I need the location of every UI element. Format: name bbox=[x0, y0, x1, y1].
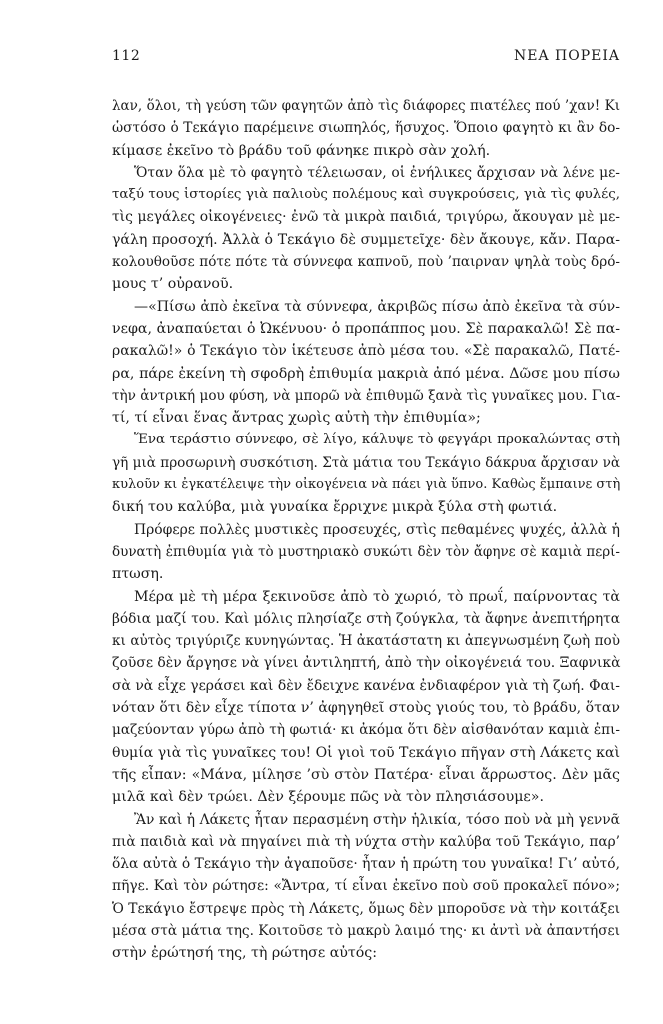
text-line: δυνατὴ ἐπιθυμία γιὰ τὸ μυστηριακὸ συκώτι δὲν τὸν ἄφηνε σὲ καμιὰ περί- bbox=[112, 543, 620, 560]
body-text bbox=[112, 95, 620, 965]
text-line: κίμασε ἐκεῖνο τὸ βράδυ τοῦ φάνηκε πικρὸ σὰν χολή. bbox=[112, 142, 491, 159]
text-line: Μέρα μὲ τὴ μέρα ξεκινοῦσε ἀπὸ τὸ χωριό, τὸ πρωΐ, παίρνοντας τὰ bbox=[134, 588, 620, 605]
journal-title: ΝΕΑ ΠΟΡΕΙΑ bbox=[514, 48, 620, 64]
text-line: νόταν ὅτι δὲν εἶχε τίποτα ν’ ἀφηγηθεῖ στοὺς γιούς του, τὸ βράδυ, ὅταν bbox=[112, 700, 620, 717]
text-line: γῆ μιὰ προσωρινὴ συσκότιση. Στὰ μάτια του Τεκάγιο δάκρυα ἄρχισαν νὰ bbox=[112, 454, 621, 471]
text-line: μαζεύονταν γύρω ἀπὸ τὴ φωτιά· κι ἀκόμα ὅτι δὲν αἰσθανόταν καμιὰ ἐπι- bbox=[112, 722, 620, 739]
text-line: ὅλα αὐτὰ ὁ Τεκάγιο τὴν ἀγαποῦσε· ἦταν ἡ πρώτη του γυναῖκα! Γι’ αὐτό, bbox=[112, 856, 620, 873]
text-line: Ἂν καὶ ἡ Λάκετς ἦταν περασμένη στὴν ἡλικία, τόσο ποὺ νὰ μὴ γεννᾶ bbox=[134, 811, 620, 828]
text-line: κυλοῦν κι ἐγκατέλειψε τὴν οἰκογένεια νὰ πάει γιὰ ὕπνο. Καθὼς ἔμπαινε στὴ bbox=[112, 477, 621, 493]
text-line: Ὁ Τεκάγιο ἔστρεψε πρὸς τὴ Λάκετς, ὅμως δὲν μποροῦσε νὰ τὴν κοιτάξει bbox=[112, 900, 620, 917]
text-line: Ὅταν ὅλα μὲ τὸ φαγητὸ τέλειωσαν, οἱ ἐνήλικες ἄρχισαν νὰ λένε με- bbox=[134, 164, 620, 181]
text-line: κι αὐτὸς τριγύριζε κυνηγώντας. Ἡ ἀκατάστατη κι ἀπεγνωσμένη ζωὴ ποὺ bbox=[112, 633, 620, 650]
text-line: Ἕνα τεράστιο σύννεφο, σὲ λίγο, κάλυψε τὸ φεγγάρι προκαλώντας στὴ bbox=[134, 432, 620, 448]
text-line: ταξύ τους ἱστορίες γιὰ παλιοὺς πολέμους καὶ συγκρούσεις, γιὰ τὶς φυλές, bbox=[112, 187, 620, 203]
text-line: μιλᾶ καὶ δὲν τρώει. Δὲν ξέρουμε πῶς νὰ τὸν πλησιάσουμε». bbox=[112, 789, 544, 806]
book-page bbox=[112, 0, 620, 1024]
text-line: δική του καλύβα, μιὰ γυναίκα ἔρριχνε μικρὰ ξύλα στὴ φωτιά. bbox=[112, 499, 558, 516]
text-line: ὡστόσο ὁ Τεκάγιο παρέμεινε σιωπηλός, ἥσυχος. Ὅποιο φαγητὸ κι ἂν δο- bbox=[112, 120, 620, 137]
text-line: τὴν ἀντρική μου φύση, νὰ μπορῶ νὰ ἐπιθυμῶ ξανὰ τὶς γυναῖκες μου. Για- bbox=[112, 387, 621, 404]
text-line: πτωση. bbox=[112, 566, 164, 583]
text-line: ζοῦσε δὲν ἄργησε νὰ γίνει ἀντιληπτή, ἀπὸ τὴν οἰκογένειά του. Ξαφνικὰ bbox=[112, 655, 621, 672]
text-line: λαν, ὅλοι, τὴ γεύση τῶν φαγητῶν ἀπὸ τὶς διάφορες πιατέλες πού ’χαν! Κι bbox=[112, 98, 620, 114]
page-number: 112 bbox=[112, 48, 141, 64]
text-line: τὶς μεγάλες οἰκογένειες· ἐνῶ τὰ μικρὰ παιδιά, τριγύρω, ἄκουγαν μὲ με- bbox=[112, 209, 620, 226]
text-line: μους τ’ οὐρανοῦ. bbox=[112, 276, 234, 293]
text-line: στὴν ἐρώτησή της, τὴ ρώτησε αὐτός: bbox=[112, 945, 378, 962]
text-line: πῆγε. Καὶ τὸν ρώτησε: «Ἄντρα, τί εἶναι ἐκεῖνο ποὺ σοῦ προκαλεῖ πόνο»; bbox=[112, 878, 620, 895]
text-line: ρα, πάρε ἐκείνη τὴ σφοδρὴ ἐπιθυμία μακριὰ ἀπό μένα. Δῶσε μου πίσω bbox=[112, 365, 620, 382]
text-line: νεφα, ἀναπαύεται ὁ Ὠκένυου· ὁ προπάππος μου. Σὲ παρακαλῶ! Σὲ πα- bbox=[112, 320, 620, 337]
text-line: σὰ νὰ εἶχε γεράσει καὶ δὲν ἔδειχνε κανένα ἐνδιαφέρον γιὰ τὴ ζωή. Φαι- bbox=[112, 677, 620, 694]
text-line: μέσα στὰ μάτια της. Κοιτοῦσε τὸ μακρὺ λαιμό της· κι ἀντὶ νὰ ἀπαντήσει bbox=[112, 922, 620, 939]
text-line: βόδια μαζί του. Καὶ μόλις πλησίαζε στὴ ζούγκλα, τὰ ἄφηνε ἀνεπιτήρητα bbox=[112, 610, 620, 627]
text-line: πιὰ παιδιὰ καὶ νὰ πηγαίνει πιὰ τὴ νύχτα στὴν καλύβα τοῦ Τεκάγιο, παρ’ bbox=[112, 833, 620, 850]
text-line: τί, τί εἶναι ἕνας ἄντρας χωρὶς αὐτὴ τὴν ἐπιθυμία»; bbox=[112, 410, 481, 427]
text-line: θυμία γιὰ τὶς γυναῖκες του! Οἱ γιοὶ τοῦ Τεκάγιο πῆγαν στὴ Λάκετς καὶ bbox=[112, 744, 620, 761]
text-line: —«Πίσω ἀπὸ ἐκεῖνα τὰ σύννεφα, ἀκριβῶς πίσω ἀπὸ ἐκεῖνα τὰ σύν- bbox=[134, 298, 620, 315]
text-line: Πρόφερε πολλὲς μυστικὲς προσευχές, στὶς πεθαμένες ψυχές, ἀλλὰ ἡ bbox=[134, 521, 620, 538]
running-head bbox=[112, 48, 620, 68]
text-line: γάλη προσοχή. Ἀλλὰ ὁ Τεκάγιο δὲ συμμετεῖχε· δὲν ἄκουγε, κἄν. Παρα- bbox=[112, 231, 620, 248]
text-line: ρακαλῶ!» ὁ Τεκάγιο τὸν ἱκέτευσε ἀπὸ μέσα του. «Σὲ παρακαλῶ, Πατέ- bbox=[112, 343, 620, 360]
text-line: κολουθοῦσε πότε πότε τὰ σύννεφα καπνοῦ, ποὺ ’παιρναν ψηλὰ τοὺς δρό- bbox=[112, 254, 620, 271]
text-line: τῆς εἶπαν: «Μάνα, μίλησε ’σὺ στὸν Πατέρα· εἶναι ἄρρωστος. Δὲν μᾶς bbox=[112, 766, 620, 783]
